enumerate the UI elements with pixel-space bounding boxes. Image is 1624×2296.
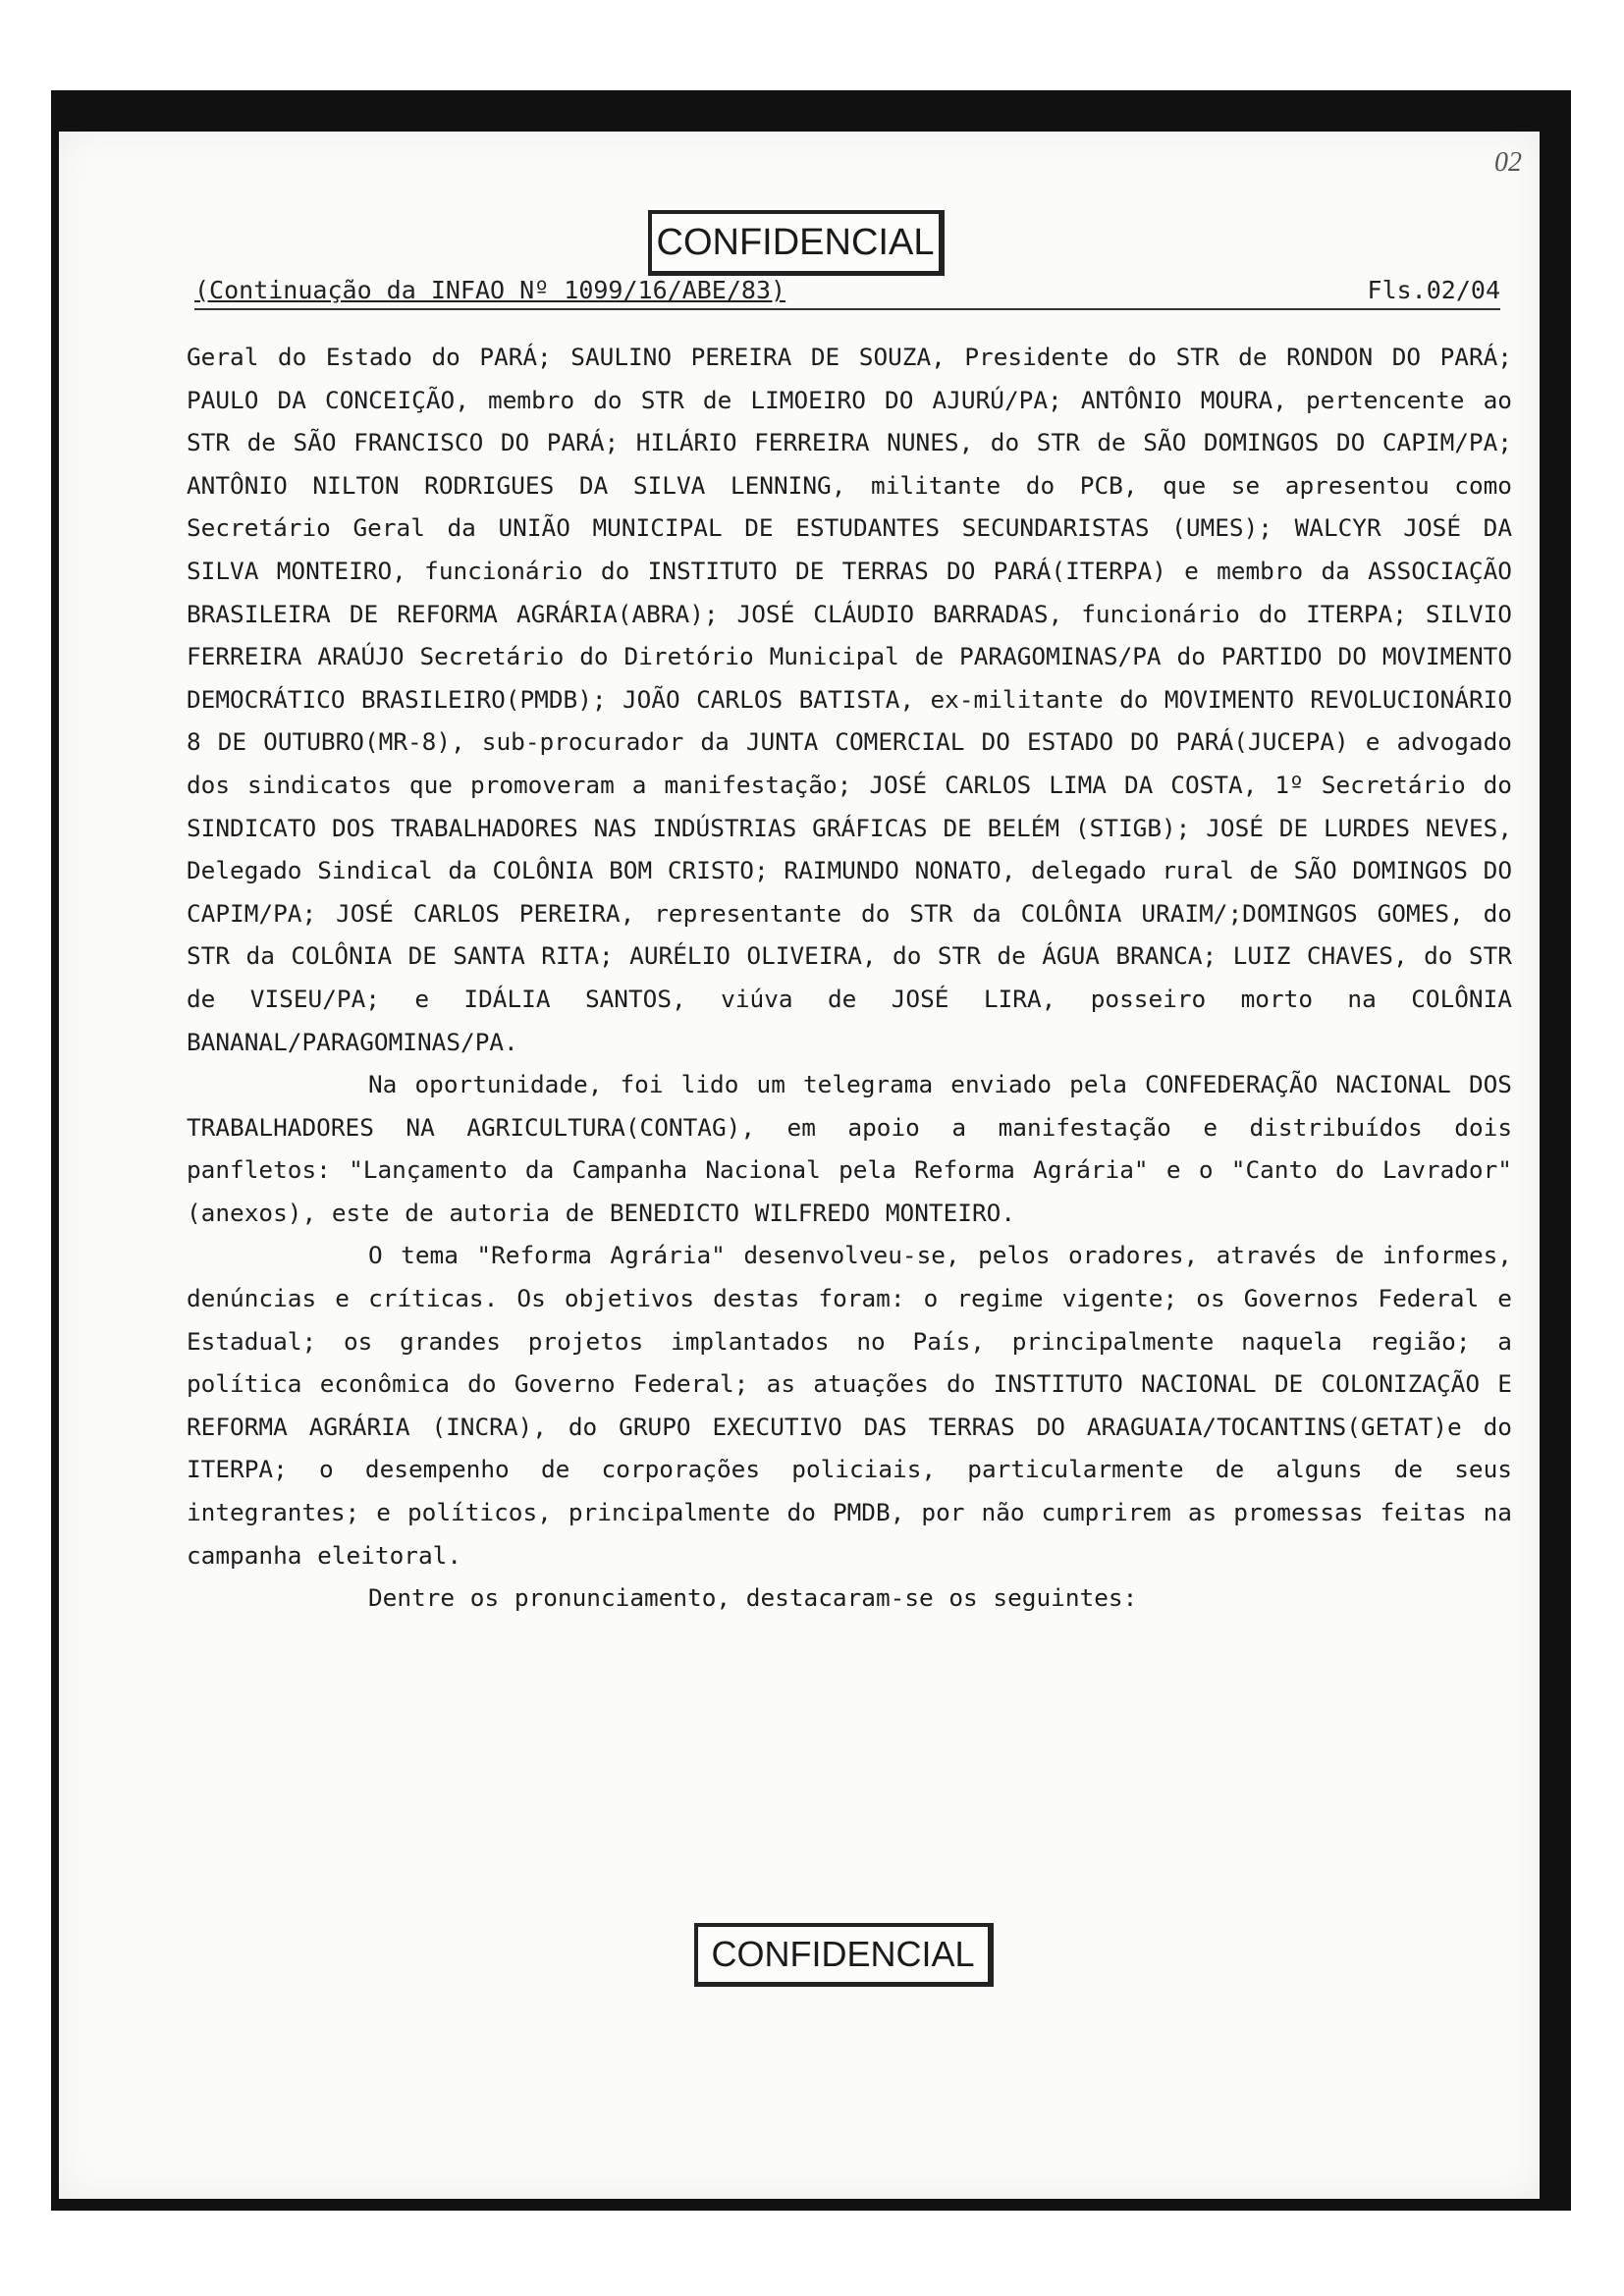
document-header	[194, 269, 1500, 310]
confidential-stamp-top: CONFIDENCIAL	[648, 210, 945, 276]
document-page	[59, 132, 1540, 2199]
paragraph-statements: Dentre os pronunciamento, destacaram-se os seguintes:	[368, 1583, 1138, 1613]
paragraph-theme: O tema "Reforma Agrária" desenvolveu-se, pelos oradores, através de informes, denúncias e críticas. Os objetivos destas foram: o regime vigente; os Governos Federal e Estadual; os grandes projetos implantados no País, principalmente naquela região; a política econômica do Governo Federal; as atuações do INSTITUTO NACIONAL DE COLONIZAÇÃO E REFORMA AGRÁRIA (INCRA), do GRUPO EXECUTIVO DAS TERRAS DO ARAGUAIA/TOCANTINS(GETAT)e do ITERPA; o desempenho de corporações policiais, particularmente de alguns de seus integrantes; e políticos, principalmente do PMDB, por não cumprirem as promessas feitas na campanha eleitoral.	[187, 1241, 1512, 1570]
paragraph-telegram: Na oportunidade, foi lido um telegrama enviado pela CONFEDERAÇÃO NACIONAL DOS TRABALHADORES NA AGRICULTURA(CONTAG), em apoio a manifestação e distribuídos dois panfletos: "Lançamento da Campanha Nacional pela Reforma Agrária" e o "Canto do Lavrador"(anexos), este de autoria de BENEDICTO WILFREDO MONTEIRO.	[187, 1070, 1512, 1227]
header-folio: Fls.02/04	[1367, 276, 1500, 304]
header-reference: (Continuação da INFAO Nº 1099/16/ABE/83)	[194, 276, 786, 304]
document-body	[187, 336, 1512, 1620]
scan-frame	[51, 90, 1571, 2211]
page-marker: 02	[1494, 147, 1522, 178]
confidential-stamp-bottom: CONFIDENCIAL	[694, 1923, 994, 1987]
paragraph-participants: Geral do Estado do PARÁ; SAULINO PEREIRA DE SOUZA, Presidente do STR de RONDON DO PARÁ; PAULO DA CONCEIÇÃO, membro do STR de LIMOEIRO DO AJURÚ/PA; ANTÔNIO MOURA, pertencente ao STR de SÃO FRANCISCO DO PARÁ; HILÁRIO FERREIRA NUNES, do STR de SÃO DOMINGOS DO CAPIM/PA; ANTÔNIO NILTON RODRIGUES DA SILVA LENNING, militante do PCB, que se apresentou como Secretário Geral da UNIÃO MUNICIPAL DE ESTUDANTES SECUNDARISTAS (UMES); WALCYR JOSÉ DA SILVA MONTEIRO, funcionário do INSTITUTO DE TERRAS DO PARÁ(ITERPA) e membro da ASSOCIAÇÃO BRASILEIRA DE REFORMA AGRÁRIA(ABRA); JOSÉ CLÁUDIO BARRADAS, funcionário do ITERPA; SILVIO FERREIRA ARAÚJO Secretário do Diretório Municipal de PARAGOMINAS/PA do PARTIDO DO MOVIMENTO DEMOCRÁTICO BRASILEIRO(PMDB); JOÃO CARLOS BATISTA, ex-militante do MOVIMENTO REVOLUCIONÁRIO 8 DE OUTUBRO(MR-8), sub-procurador da JUNTA COMERCIAL DO ESTADO DO PARÁ(JUCEPA) e advogado dos sindicatos que promoveram a manifestação; JOSÉ CARLOS LIMA DA COSTA, 1º Secretário do SINDICATO DOS TRABALHADORES NAS INDÚSTRIAS GRÁFICAS DE BELÉM (STIGB); JOSÉ DE LURDES NEVES, Delegado Sindical da COLÔNIA BOM CRISTO; RAIMUNDO NONATO, delegado rural de SÃO DOMINGOS DO CAPIM/PA; JOSÉ CARLOS PEREIRA, representante do STR da COLÔNIA URAIM/;DOMINGOS GOMES, do STR da COLÔNIA DE SANTA RITA; AURÉLIO OLIVEIRA, do STR de ÁGUA BRANCA; LUIZ CHAVES, do STR de VISEU/PA; e IDÁLIA SANTOS, viúva de JOSÉ LIRA, posseiro morto na COLÔNIA BANANAL/PARAGOMINAS/PA.	[187, 343, 1512, 1056]
